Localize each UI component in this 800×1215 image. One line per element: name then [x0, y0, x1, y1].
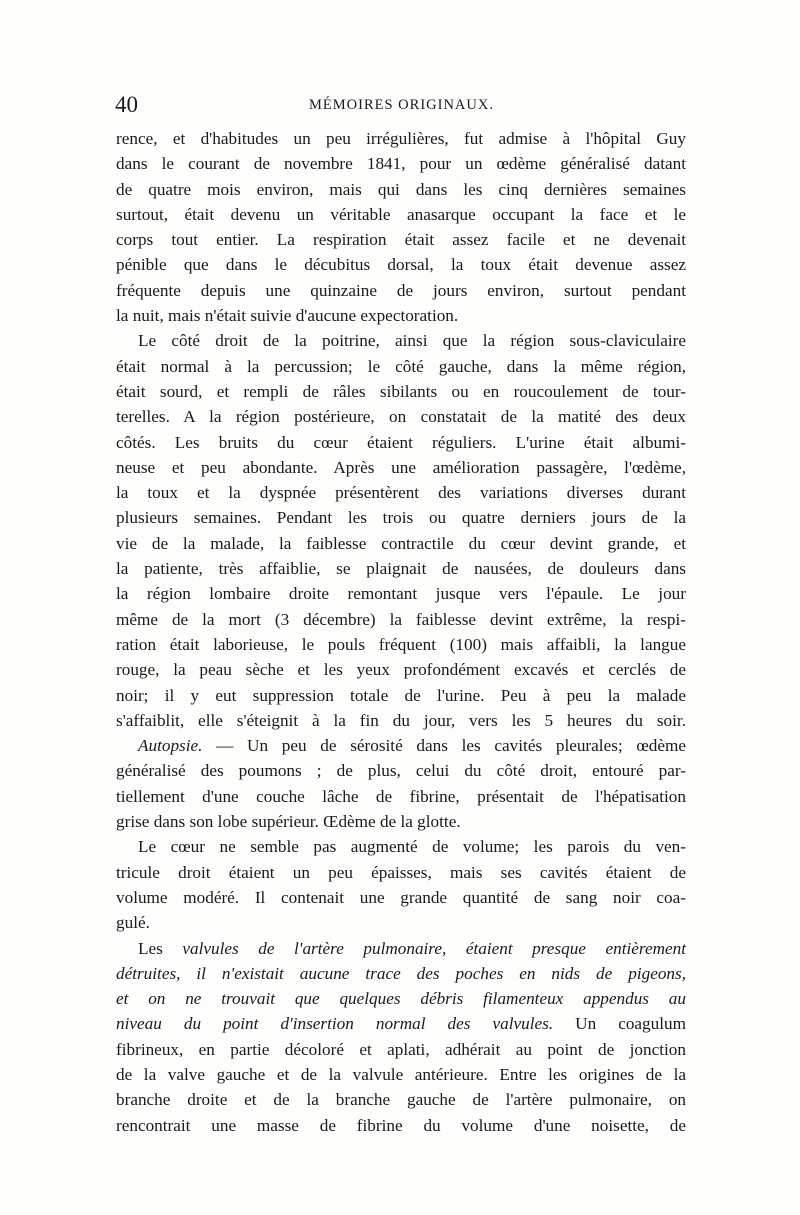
text-line: fréquente depuis une quinzaine de jours environ, surtout pendant — [116, 280, 686, 300]
text-line: était sourd, et rempli de râles sibilants ou en roucoulement de tour- — [116, 381, 686, 401]
text-line: fibrineux, en partie décoloré et aplati, adhérait au point de jonction — [116, 1039, 686, 1059]
text-line: s'affaiblit, elle s'éteignit à la fin du jour, vers les 5 heures du soir. — [116, 710, 686, 730]
text-line: plusieurs semaines. Pendant les trois ou quatre derniers jours de la — [116, 508, 686, 528]
text-line: Le côté droit de la poitrine, ainsi que la région sous-claviculaire — [138, 331, 686, 351]
body-text — [116, 126, 686, 1138]
page-header — [115, 92, 688, 122]
page-number: 40 — [115, 92, 138, 117]
text-line: Les valvules de l'artère pulmonaire, étaient presque entièrement — [138, 938, 686, 958]
text-line: et on ne trouvait que quelques débris filamenteux appendus au — [116, 989, 686, 1009]
text-line: gulé. — [116, 913, 150, 933]
text-line: côtés. Les bruits du cœur étaient réguliers. L'urine était albumi- — [116, 432, 686, 452]
text-line: rence, et d'habitudes un peu irrégulières, fut admise à l'hôpital Guy — [116, 129, 686, 148]
text-line: noir; il y eut suppression totale de l'urine. Peu à peu la malade — [116, 685, 686, 705]
text-line: ration était laborieuse, le pouls fréquent (100) mais affaibli, la langue — [116, 634, 686, 654]
text-line: même de la mort (3 décembre) la faiblesse devint extrême, la respi- — [116, 609, 686, 629]
text-line: dans le courant de novembre 1841, pour un œdème généralisé datant — [116, 154, 686, 174]
text-line: détruites, il n'existait aucune trace des poches en nids de pigeons, — [116, 963, 686, 983]
text-line: de la valve gauche et de la valvule antérieure. Entre les origines de la — [116, 1064, 686, 1084]
text-line: était normal à la percussion; le côté gauche, dans la même région, — [116, 356, 686, 376]
text-line: vie de la malade, la faiblesse contractile du cœur devint grande, et — [116, 533, 686, 553]
text-line: niveau du point d'insertion normal des valvules. Un coagulum — [116, 1014, 686, 1034]
text-line: la région lombaire droite remontant jusque vers l'épaule. Le jour — [116, 584, 686, 604]
text-line: surtout, était devenu un véritable anasarque occupant la face et le — [116, 204, 686, 224]
text-line: pénible que dans le décubitus dorsal, la toux était devenue assez — [116, 255, 686, 275]
text-line: rencontrait une masse de fibrine du volume d'une noisette, de — [116, 1115, 686, 1135]
text-line: terelles. A la région postérieure, on constatait de la matité des deux — [116, 407, 686, 427]
text-line: la toux et la dyspnée présentèrent des variations diverses durant — [116, 483, 686, 503]
text-line: branche droite et de la branche gauche de l'artère pulmonaire, on — [116, 1090, 686, 1110]
text-line: la patiente, très affaiblie, se plaignait de nausées, de douleurs dans — [116, 559, 686, 579]
text-line: Le cœur ne semble pas augmenté de volume; les parois du ven- — [138, 837, 686, 857]
text-line: généralisé des poumons ; de plus, celui du côté droit, entouré par- — [116, 761, 686, 781]
text-line: Autopsie. — Un peu de sérosité dans les cavités pleurales; œdème — [138, 736, 686, 756]
text-line: rouge, la peau sèche et les yeux profondément excavés et cerclés de — [116, 660, 686, 680]
text-line: la nuit, mais n'était suivie d'aucune expectoration. — [116, 306, 459, 326]
text-line: volume modéré. Il contenait une grande quantité de sang noir coa- — [116, 887, 686, 907]
text-line: tricule droit étaient un peu épaisses, mais ses cavités étaient de — [116, 862, 686, 882]
section-heading-autopsie: Autopsie. — [138, 736, 203, 756]
text-line: grise dans son lobe supérieur. Œdème de la glotte. — [116, 812, 461, 832]
text-line: neuse et peu abondante. Après une amélioration passagère, l'œdème, — [116, 457, 686, 477]
text-line: corps tout entier. La respiration était assez facile et ne devenait — [116, 230, 686, 250]
text-line: tiellement d'une couche lâche de fibrine, présentait de l'hépatisation — [116, 786, 686, 806]
text-line: de quatre mois environ, mais qui dans les cinq dernières semaines — [116, 179, 686, 199]
running-head: MÉMOIRES ORIGINAUX. — [309, 97, 494, 113]
